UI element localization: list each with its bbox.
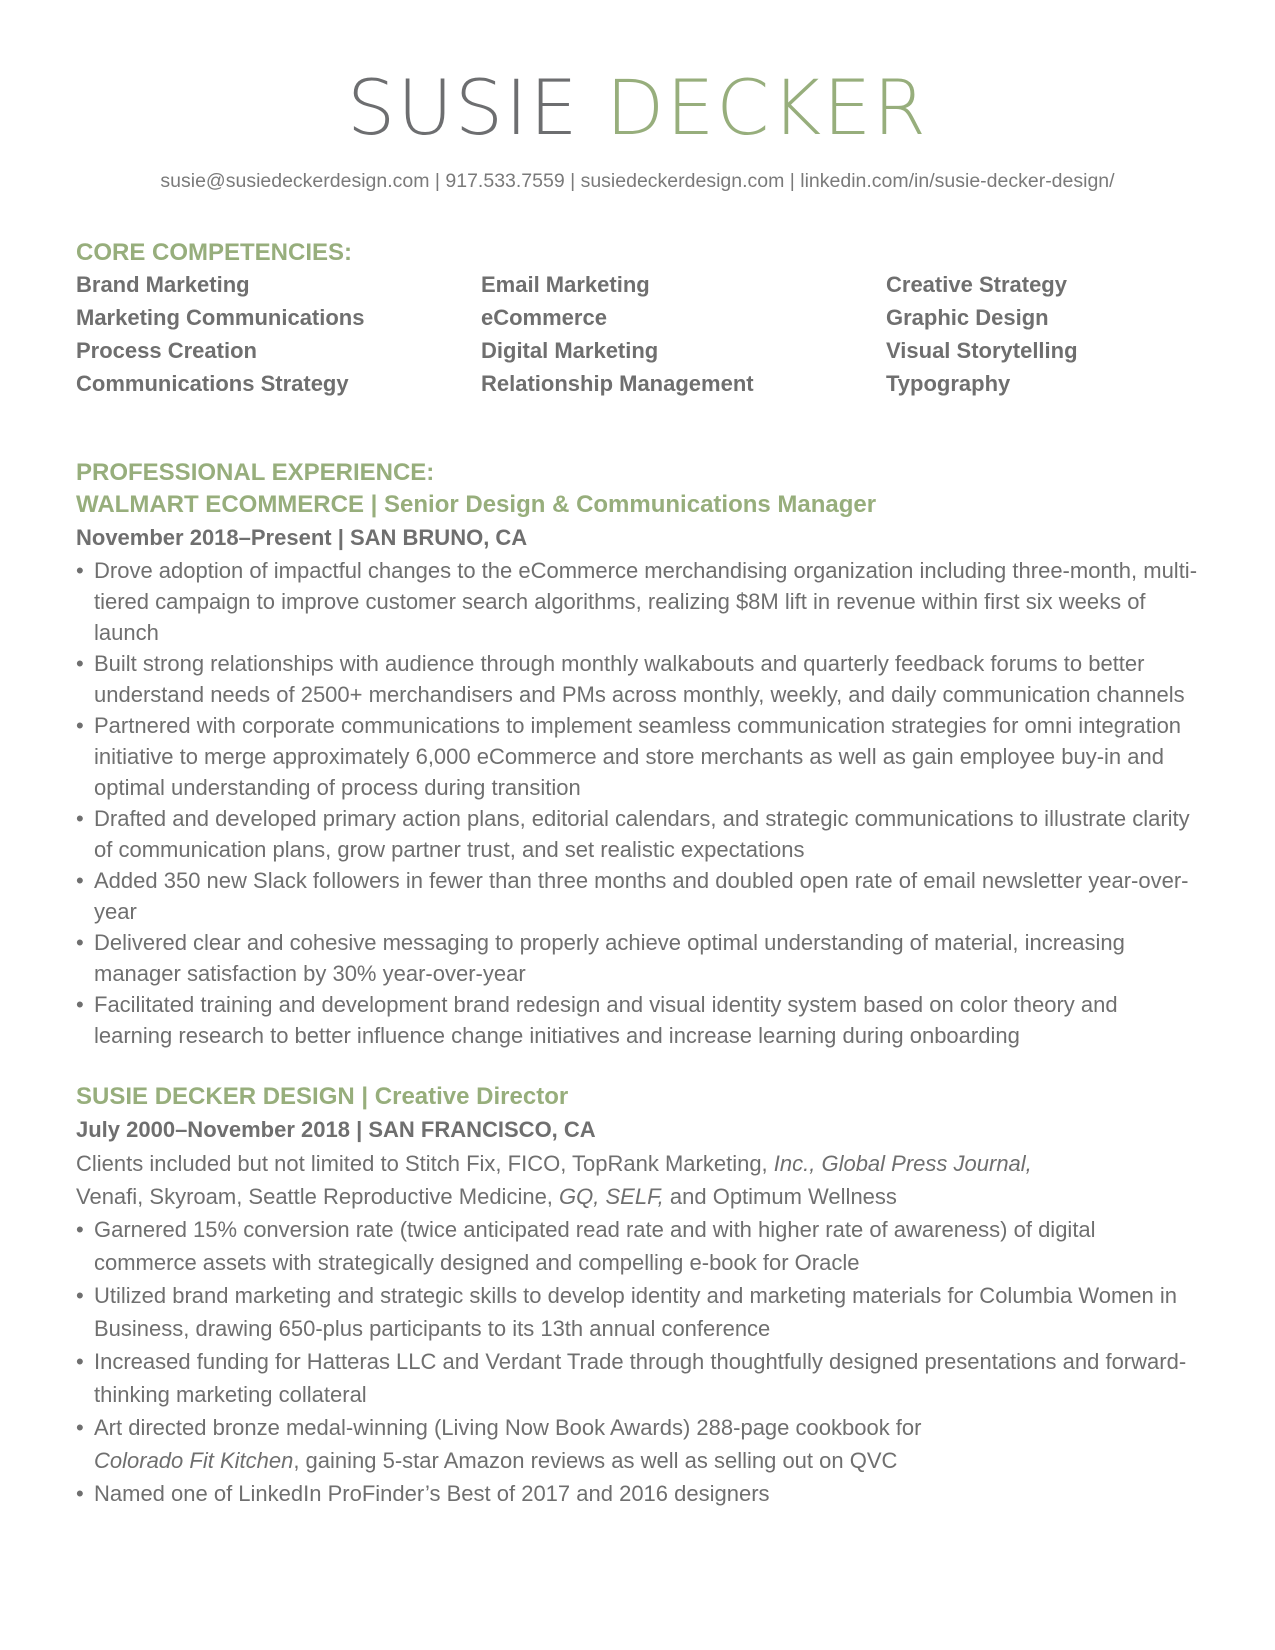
desc-italic: GQ, SELF, — [559, 1184, 664, 1209]
experience-title: PROFESSIONAL EXPERIENCE: — [76, 459, 435, 486]
bullet-item: • Garnered 15% conversion rate (twice anticipated read rate and with higher rate of awareness) of digital commerce assets with strategically designed and compelling e-book for Oracle — [76, 1213, 1199, 1279]
competency-item: Email Marketing — [481, 272, 650, 297]
candidate-name — [76, 0, 1199, 152]
bullet-item: • Drove adoption of impactful changes to the eCommerce merchandising organization including three-month, multi-tiered campaign to improve customer search algorithms, realizing $8M lift in revenue within first six weeks of launch — [76, 555, 1199, 648]
core-competencies-section — [76, 237, 1199, 399]
job-dates-location: November 2018–Present | SAN BRUNO, CA — [76, 525, 528, 550]
bullet-item: • Built strong relationships with audience through monthly walkabouts and quarterly feedback forums to better understand needs of 2500+ merchandisers and PMs across monthly, weekly, and daily communication channels — [76, 648, 1199, 710]
job-dates-location: July 2000–November 2018 | SAN FRANCISCO, CA — [76, 1117, 596, 1142]
competency-item: Graphic Design — [886, 305, 1049, 330]
contact-line: susie@susiedeckerdesign.com | 917.533.7559 | susiedeckerdesign.com | linkedin.com/in/susie-decker-design/ — [160, 170, 1115, 192]
desc-text: Venafi, Skyroam, Seattle Reproductive Medicine, — [76, 1184, 560, 1209]
last-name: DECKER — [605, 63, 928, 152]
competency-item: Visual Storytelling — [886, 338, 1078, 363]
job-title: SUSIE DECKER DESIGN | Creative Director — [76, 1083, 569, 1110]
competency-item: Typography — [886, 371, 1011, 396]
professional-experience-section — [76, 457, 1199, 1510]
desc-italic: Inc., Global Press Journal, — [773, 1151, 1032, 1176]
bullet-item: • Named one of LinkedIn ProFinder’s Best of 2017 and 2016 designers — [76, 1477, 1199, 1510]
core-competencies-title: CORE COMPETENCIES: — [76, 239, 353, 266]
competency-item: Process Creation — [76, 338, 257, 363]
job-bullets — [76, 1213, 1199, 1510]
competency-item: Digital Marketing — [481, 338, 659, 363]
job-bullets — [76, 555, 1199, 1051]
competency-item: Relationship Management — [481, 371, 754, 396]
job-title: WALMART ECOMMERCE | Senior Design & Communications Manager — [76, 491, 877, 518]
bullet-item: • Facilitated training and development brand redesign and visual identity system based on color theory and learning research to better influence change initiatives and increase learning during onboarding — [76, 989, 1199, 1051]
competency-item: eCommerce — [481, 305, 607, 330]
job-walmart — [76, 489, 1199, 1051]
bullet-item: • Utilized brand marketing and strategic skills to develop identity and marketing materials for Columbia Women in Business, drawing 650-plus participants to its 13th annual conference — [76, 1279, 1199, 1345]
bullet-item: • Partnered with corporate communications to implement seamless communication strategies for omni integration initiative to merge approximately 6,000 eCommerce and store merchants as well as gain employee buy-in and optimal understanding of process during transition — [76, 710, 1199, 803]
bullet-text: Art directed bronze medal-winning (Living Now Book Awards) 288-page cookbook for — [94, 1415, 922, 1440]
competency-item: Marketing Communications — [76, 305, 365, 330]
bullet-item: • Drafted and developed primary action plans, editorial calendars, and strategic communications to illustrate clarity of communication plans, grow partner trust, and set realistic expectations — [76, 803, 1199, 865]
first-name: SUSIE — [347, 63, 580, 152]
clients-description — [76, 1147, 1199, 1213]
bullet-item — [76, 1411, 1199, 1477]
desc-text: Clients included but not limited to Stitch Fix, FICO, TopRank Marketing, — [76, 1151, 774, 1176]
competencies-grid — [76, 269, 1199, 399]
bullet-italic: Colorado Fit Kitchen — [94, 1448, 294, 1473]
bullet-item: • Delivered clear and cohesive messaging to properly achieve optimal understanding of material, increasing manager satisfaction by 30% year-over-year — [76, 927, 1199, 989]
desc-text: and Optimum Wellness — [663, 1184, 897, 1209]
competency-item: Creative Strategy — [886, 272, 1067, 297]
bullet-item: • Added 350 new Slack followers in fewer than three months and doubled open rate of email newsletter year-over-year — [76, 865, 1199, 927]
bullet-item: • Increased funding for Hatteras LLC and Verdant Trade through thoughtfully designed presentations and forward-thinking marketing collateral — [76, 1345, 1199, 1411]
job-susie-decker-design — [76, 1081, 1199, 1510]
bullet-text: , gaining 5-star Amazon reviews as well as selling out on QVC — [293, 1448, 898, 1473]
competency-item: Brand Marketing — [76, 272, 250, 297]
competency-item: Communications Strategy — [76, 371, 349, 396]
